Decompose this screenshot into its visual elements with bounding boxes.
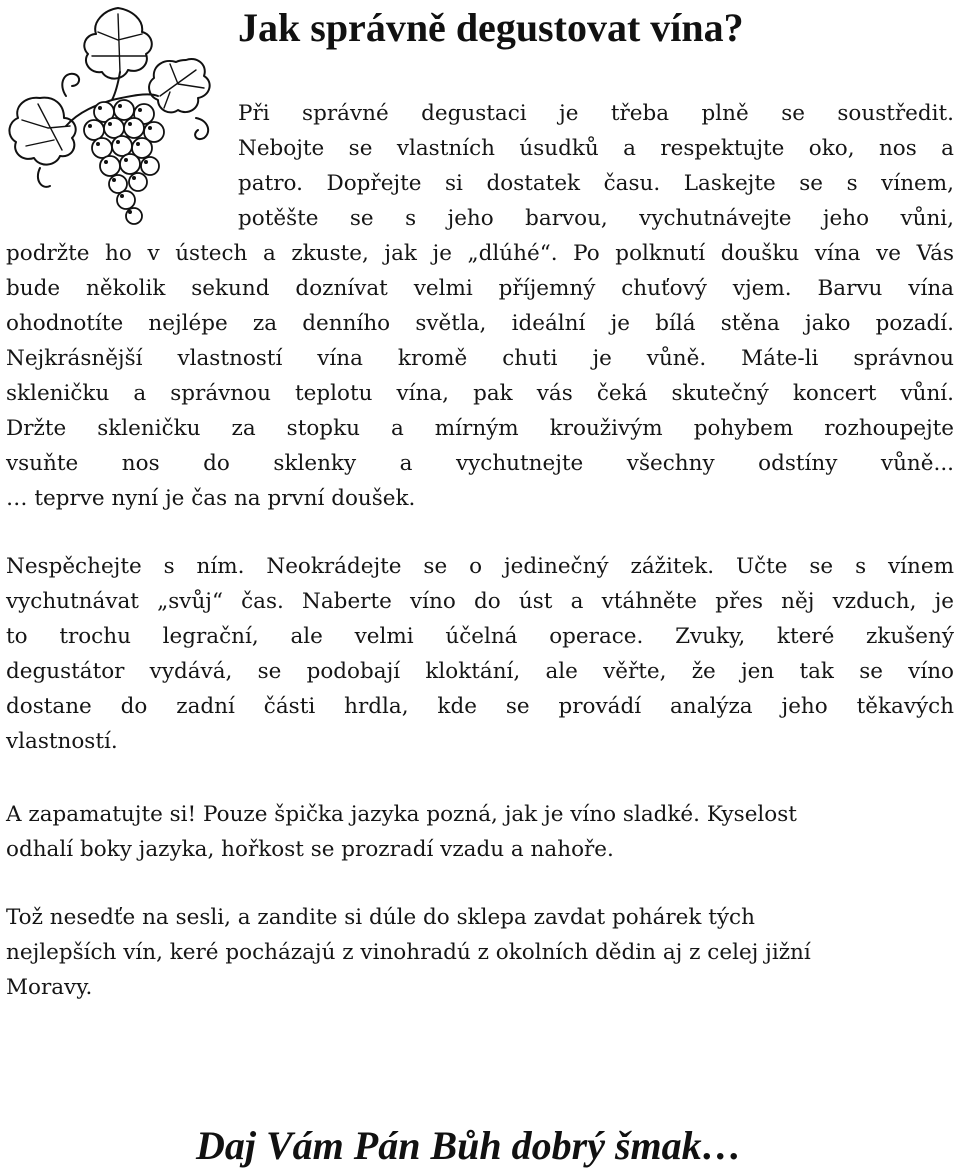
paragraph-2-line: Nespěchejte s ním. Neokrádejte se o jedinečný zážitek. Učte se s vínem [6, 554, 954, 579]
paragraph-1-line: bude několik sekund doznívat velmi příjemný chuťový vjem. Barvu vína [6, 276, 954, 301]
paragraph-4 [6, 900, 954, 1005]
paragraph-3-line: A zapamatujte si! Pouze špička jazyka pozná, jak je víno sladké. Kyselost [6, 802, 797, 827]
paragraph-1-line: vsuňte nos do sklenky a vychutnejte všechny odstíny vůně... [6, 451, 954, 476]
paragraph-2-line: to trochu legrační, ale velmi účelná operace. Zvuky, které zkušený [6, 624, 954, 649]
page-title: Jak správně degustovat vína? [238, 5, 744, 50]
paragraph-1-line: podržte ho v ústech a zkuste, jak je „dlúhé“. Po polknutí doušku vína ve Vás [6, 241, 954, 266]
paragraph-4-line: nejlepších vín, keré pocházajú z vinohradú z okolních dědin aj z celej jižní [6, 940, 811, 965]
paragraph-1-line: Držte skleničku za stopku a mírným krouživým pohybem rozhoupejte [6, 416, 954, 441]
paragraph-3 [6, 797, 954, 867]
paragraph-1-line: Při správné degustaci je třeba plně se soustředit. [238, 101, 954, 126]
paragraph-1-line: Nejkrásnější vlastností vína kromě chuti je vůně. Máte-li správnou [6, 346, 954, 371]
paragraph-2-line: dostane do zadní části hrdla, kde se provádí analýza jeho těkavých [6, 694, 954, 719]
paragraph-3-line: odhalí boky jazyka, hořkost se prozradí vzadu a nahoře. [6, 837, 614, 862]
paragraph-4-line: Moravy. [6, 975, 93, 1000]
paragraph-1-line: patro. Dopřejte si dostatek času. Laskejte se s vínem, [238, 171, 954, 196]
paragraph-4-line: Tož nesedťe na sesli, a zandite si dúle do sklepa zavdat pohárek tých [6, 905, 755, 930]
signoff: Daj Vám Pán Bůh dobrý šmak… [196, 1123, 742, 1168]
paragraph-1-line: ohodnotíte nejlépe za denního světla, ideální je bílá stěna jako pozadí. [6, 311, 954, 336]
paragraph-1-line: skleničku a správnou teplotu vína, pak vás čeká skutečný koncert vůní. [6, 381, 954, 406]
paragraph-1-line: … teprve nyní je čas na první doušek. [6, 486, 416, 511]
paragraph-1-line: Nebojte se vlastních úsudků a respektujte oko, nos a [238, 136, 954, 161]
paragraph-1 [6, 96, 954, 516]
paragraph-2 [6, 549, 954, 759]
paragraph-2-line: vlastností. [6, 729, 118, 754]
paragraph-1-line: potěšte se s jeho barvou, vychutnávejte jeho vůni, [238, 206, 954, 231]
paragraph-2-line: vychutnávat „svůj“ čas. Naberte víno do úst a vtáhněte přes něj vzduch, je [6, 589, 954, 614]
paragraph-2-line: degustátor vydává, se podobají kloktání, ale věřte, že jen tak se víno [6, 659, 954, 684]
